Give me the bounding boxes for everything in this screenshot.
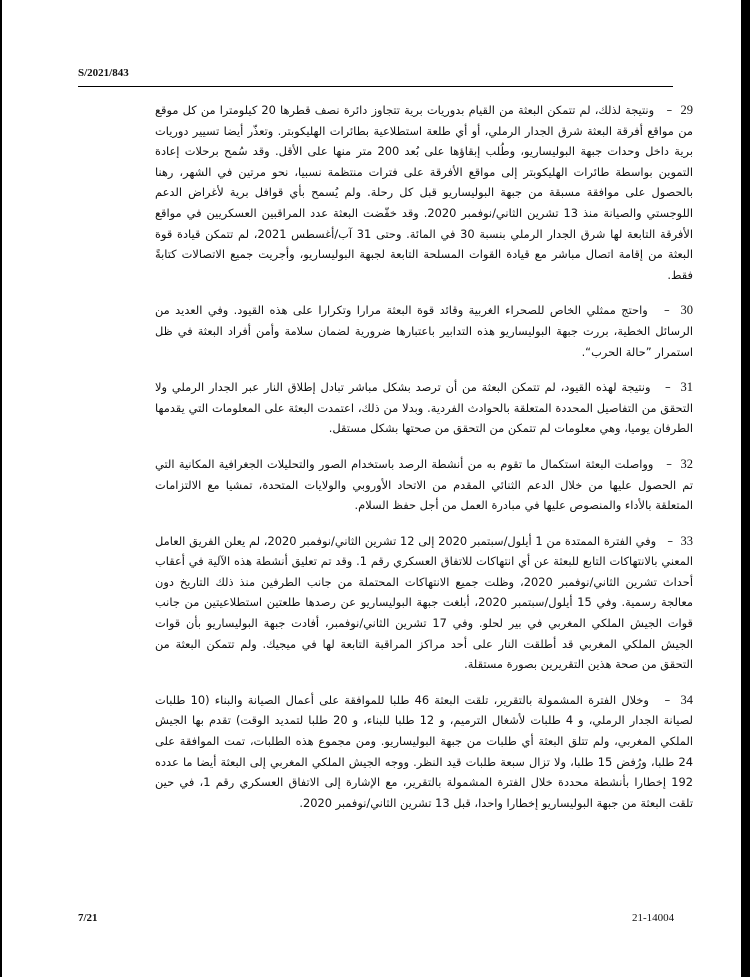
paragraph-number: 34 xyxy=(680,692,693,707)
document-symbol: S/2021/843 xyxy=(78,67,129,79)
paragraph-number: 31 xyxy=(680,380,693,395)
paragraph-34: 34 – وخلال الفترة المشمولة بالتقرير، تلقت البعثة 46 طلبا للموافقة على أعمال الصيانة والبناء (10 طلبات لصيانة الجدار الرملي، و 4 طلبات لأشغال الترميم، و 12 طلبا للبناء، و 20 طلبا لتمديد الوقت) تقدم بها الجيش الملكي المغربي، ولم تتلق البعثة أي طلبات من جبهة البوليساريو. ومن مجموع هذه الطلبات، تمت الموافقة على 24 طلبا، ورُفض 15 طلبا، ولا تزال سبعة طلبات قيد النظر. ووجه الجيش الملكي المغربي إلى البعثة أيضا ما عدده 192 إخطارا بأنشطة محددة خلال الفترة المشمولة بالتقرير، مع الإشارة إلى الاتفاق العسكري رقم 1، في حين تلقت البعثة من جبهة البوليساريو إخطارا واحدا، قبل 13 تشرين الثاني/نوفمبر 2020. xyxy=(155,692,694,810)
paragraph-text: وخلال الفترة المشمولة بالتقرير، تلقت البعثة 46 طلبا للموافقة على أعمال الصيانة والبناء (10 طلبات لصيانة الجدار الرملي، و 4 طلبات لأشغال الترميم، و 12 طلبا للبناء، و 20 طلبا لتمديد الوقت) تقدم بها الجيش الملكي المغربي، ولم تتلق البعثة أي طلبات من جبهة البوليساريو. ومن مجموع هذه الطلبات، تمت الموافقة على 24 طلبا، ورُفض 15 طلبا، ولا تزال سبعة طلبات قيد النظر. ووجه الجيش الملكي المغربي إلى البعثة أيضا ما عدده 192 إخطارا بأنشطة محددة خلال الفترة المشمولة بالتقرير، مع الإشارة إلى الاتفاق العسكري رقم 1، في حين تلقت البعثة من جبهة البوليساريو إخطارا واحدا، قبل 13 تشرين الثاني/نوفمبر 2020. xyxy=(155,692,694,810)
page-frame-left xyxy=(0,0,2,977)
paragraph-32: 32 – وواصلت البعثة استكمال ما تقوم به من أنشطة الرصد باستخدام الصور والتحليلات الجغرافية المكانية التي تم الحصول عليها من خلال الدعم الثنائي المقدم من الاتحاد الأوروبي والولايات المتحدة، تمشيا مع الالتزامات المتعلقة بالأداء والمنصوص عليها في مبادرة العمل من أجل حفظ السلام. xyxy=(155,456,693,513)
paragraph-number: 29 xyxy=(680,103,693,117)
document-job-number: 21-14004 xyxy=(632,912,675,924)
paragraph-number: 30 xyxy=(680,303,693,318)
paragraph-text: وفي الفترة الممتدة من 1 أيلول/سبتمبر 2020 إلى 12 تشرين الثاني/نوفمبر 2020، لم يعلن الفريق العامل المعني بالانتهاكات التابع للبعثة عن أي انتهاكات للاتفاق العسكري رقم 1. وقد تم تعليق أنشطة هذه الآلية في أعقاب أحداث تشرين الثاني/نوفمبر 2020، وظلت جميع الانتهاكات المحتملة من جانب الطرفين منذ ذلك التاريخ دون معالجة رسمية. وفي 15 أيلول/سبتمبر 2020، أبلغت جبهة البوليساريو عن رصدها طلعتين استطلاعيتين من جانب قوات الجيش الملكي المغربي في بير لحلو. وفي 17 تشرين الثاني/نوفمبر، أفادت جبهة البوليساريو بأن قوات الجيش الملكي المغربي قد أطلقت النار على أحد مراكز المراقبة التابعة لها في ميجيك. ولم تتمكن البعثة من التحقق من صحة هذين التقريرين بصورة مستقلة. xyxy=(155,533,693,672)
paragraph-33: 33 – وفي الفترة الممتدة من 1 أيلول/سبتمبر 2020 إلى 12 تشرين الثاني/نوفمبر 2020، لم يعلن الفريق العامل المعني بالانتهاكات التابع للبعثة عن أي انتهاكات للاتفاق العسكري رقم 1. وقد تم تعليق أنشطة هذه الآلية في أعقاب أحداث تشرين الثاني/نوفمبر 2020، وظلت جميع الانتهاكات المحتملة من جانب الطرفين منذ ذلك التاريخ دون معالجة رسمية. وفي 15 أيلول/سبتمبر 2020، أبلغت جبهة البوليساريو عن رصدها طلعتين استطلاعيتين من جانب قوات الجيش الملكي المغربي في بير لحلو. وفي 17 تشرين الثاني/نوفمبر، أفادت جبهة البوليساريو بأن قوات الجيش الملكي المغربي قد أطلقت النار على أحد مراكز المراقبة التابعة لها في ميجيك. ولم تتمكن البعثة من التحقق من صحة هذين التقريرين بصورة مستقلة. xyxy=(155,533,693,672)
header-divider xyxy=(78,86,673,87)
paragraph-text: وواصلت البعثة استكمال ما تقوم به من أنشطة الرصد باستخدام الصور والتحليلات الجغرافية المكانية التي تم الحصول عليها من خلال الدعم الثنائي المقدم من الاتحاد الأوروبي والولايات المتحدة، تمشيا مع الالتزامات المتعلقة بالأداء والمنصوص عليها في مبادرة العمل من أجل حفظ السلام. xyxy=(155,456,693,513)
document-body xyxy=(155,100,693,828)
paragraph-number: 32 xyxy=(680,456,693,471)
page-frame-right xyxy=(741,0,750,977)
paragraph-text: ونتيجة لهذه القيود، لم تتمكن البعثة من أن ترصد بشكل مباشر تبادل إطلاق النار عبر الجدار الرملي ولا التحقق من التفاصيل المحددة المتعلقة بالحوادث الفردية. وبدلا من ذلك، اعتمدت البعثة على المعلومات التي يقدمها الطرفان يوميا، وهي معلومات لم تتمكن من التحقق من صحتها بشكل مستقل. xyxy=(155,380,693,436)
paragraph-30: 30 – واحتج ممثلي الخاص للصحراء الغربية وقائد قوة البعثة مرارا وتكرارا على هذه القيود. وفي العديد من الرسائل الخطية، بررت جبهة البوليساريو هذه التدابير باعتبارها ضرورية لضمان سلامة وأمن أفراد البعثة في ظل استمرار ”حالة الحرب“. xyxy=(155,303,693,359)
paragraph-number: 33 xyxy=(680,533,693,548)
paragraph-31: 31 – ونتيجة لهذه القيود، لم تتمكن البعثة من أن ترصد بشكل مباشر تبادل إطلاق النار عبر الجدار الرملي ولا التحقق من التفاصيل المحددة المتعلقة بالحوادث الفردية. وبدلا من ذلك، اعتمدت البعثة على المعلومات التي يقدمها الطرفان يوميا، وهي معلومات لم تتمكن من التحقق من صحتها بشكل مستقل. xyxy=(155,380,693,436)
page-number: 7/21 xyxy=(78,912,98,924)
paragraph-text: ونتيجة لذلك، لم تتمكن البعثة من القيام بدوريات برية تتجاوز دائرة نصف قطرها 20 كيلومترا من كل موقع من مواقع أفرقة البعثة شرق الجدار الرملي، أو أي طلعة استطلاعية بطائرات الهليكوبتر. وتعذّر أيضا تسيير دوريات برية داخل وحدات جبهة البوليساريو، وطُلب إبقاؤها على بُعد 200 متر منها على الأقل. وقد سُمح برحلات إعادة التموين بواسطة طائرات الهليكوبتر إلى مواقع الأفرقة على فترات منتظمة نسبيا، نحو مرتين في الشهر، رهنا بالحصول على موافقة مسبقة من جبهة البوليساريو قبل كل رحلة. ولم يُسمح بأي قوافل برية لأغراض الدعم اللوجستي والصيانة منذ 13 تشرين الثاني/نوفمبر 2020. وقد خفّضت البعثة عدد المراقبين العسكريين في مواقع الأفرقة التابعة لها شرق الجدار الرملي بنسبة 30 في المائة. وحتى 31 آب/أغسطس 2021، لم تتمكن قيادة قوة البعثة من إقامة اتصال مباشر مع قيادة القوات المسلحة التابعة لجبهة البوليساريو، وأجريت جميع الاتصالات كتابةً فقط. xyxy=(155,103,694,282)
paragraph-text: واحتج ممثلي الخاص للصحراء الغربية وقائد قوة البعثة مرارا وتكرارا على هذه القيود. وفي العديد من الرسائل الخطية، بررت جبهة البوليساريو هذه التدابير باعتبارها ضرورية لضمان سلامة وأمن أفراد البعثة في ظل استمرار ”حالة الحرب“. xyxy=(155,303,693,359)
paragraph-29: 29 – ونتيجة لذلك، لم تتمكن البعثة من القيام بدوريات برية تتجاوز دائرة نصف قطرها 20 كيلومترا من كل موقع من مواقع أفرقة البعثة شرق الجدار الرملي، أو أي طلعة استطلاعية بطائرات الهليكوبتر. وتعذّر أيضا تسيير دوريات برية داخل وحدات جبهة البوليساريو، وطُلب إبقاؤها على بُعد 200 متر منها على الأقل. وقد سُمح برحلات إعادة التموين بواسطة طائرات الهليكوبتر إلى مواقع الأفرقة على فترات منتظمة نسبيا، نحو مرتين في الشهر، رهنا بالحصول على موافقة مسبقة من جبهة البوليساريو قبل كل رحلة. ولم يُسمح بأي قوافل برية لأغراض الدعم اللوجستي والصيانة منذ 13 تشرين الثاني/نوفمبر 2020. وقد خفّضت البعثة عدد المراقبين العسكريين في مواقع الأفرقة التابعة لها شرق الجدار الرملي بنسبة 30 في المائة. وحتى 31 آب/أغسطس 2021، لم تتمكن قيادة قوة البعثة من إقامة اتصال مباشر مع قيادة القوات المسلحة التابعة لجبهة البوليساريو، وأجريت جميع الاتصالات كتابةً فقط. xyxy=(155,103,694,282)
